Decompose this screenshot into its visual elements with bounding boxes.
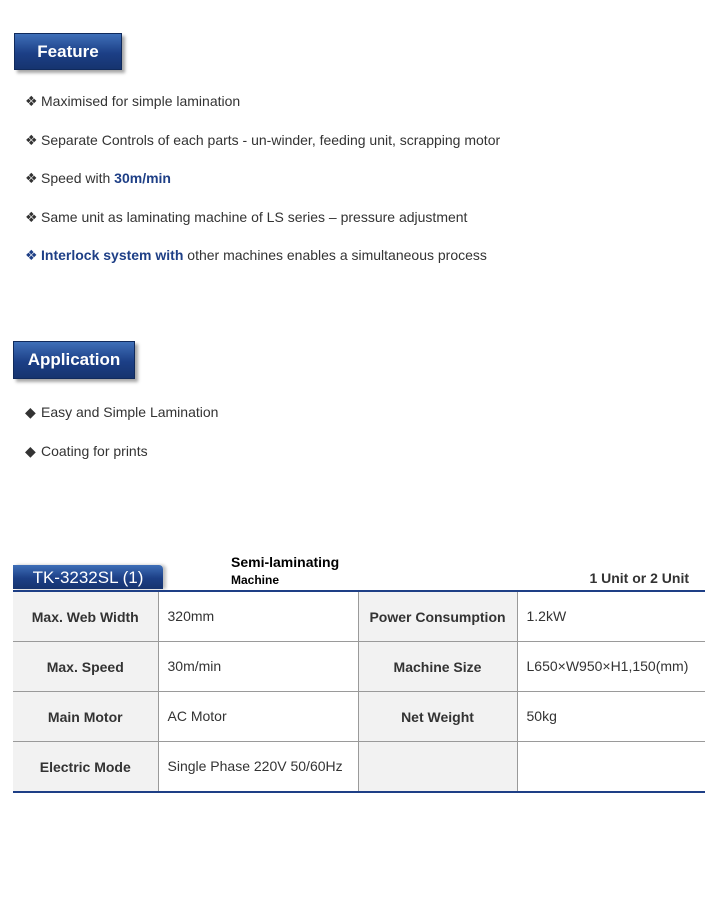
table-row (13, 591, 705, 642)
spec-value: 30m/min (158, 642, 358, 692)
list-item (25, 92, 500, 131)
spec-value: L650×W950×H1,150(mm) (517, 642, 705, 692)
model-units: 1 Unit or 2 Unit (589, 570, 689, 586)
model-description-line2: Machine (231, 573, 280, 587)
spec-label: Max. Web Width (13, 591, 158, 642)
list-item (25, 403, 218, 442)
diamond-bullet-icon: ❖ (25, 247, 38, 263)
application-text: Coating for prints (41, 442, 148, 459)
spec-table (13, 590, 705, 793)
list-item (25, 442, 218, 481)
feature-text: Separate Controls of each parts - un-winder, feeding unit, scrapping motor (41, 131, 501, 148)
spec-value: 1.2kW (517, 591, 705, 642)
spec-value: AC Motor (158, 692, 358, 742)
feature-text: Same unit as laminating machine of LS series – pressure adjustment (41, 208, 468, 225)
diamond-bullet-icon: ❖ (25, 170, 38, 186)
list-item (25, 208, 500, 247)
spec-label: Max. Speed (13, 642, 158, 692)
feature-text: Maximised for simple lamination (41, 93, 241, 109)
diamond-bullet-icon: ◆ (25, 404, 36, 420)
spec-label: Power Consumption (358, 591, 517, 642)
model-name-tab: TK-3232SL (1) (13, 565, 163, 589)
table-row (13, 742, 705, 793)
feature-highlight: Interlock system with (41, 247, 184, 263)
application-text: Easy and Simple Lamination (41, 404, 219, 420)
feature-highlight: 30m/min (114, 170, 171, 186)
list-item (25, 169, 500, 208)
spec-value: Single Phase 220V 50/60Hz (158, 742, 358, 793)
spec-label (358, 742, 517, 793)
list-item (25, 246, 500, 285)
spec-label: Net Weight (358, 692, 517, 742)
feature-heading: Feature (14, 33, 122, 70)
table-row (13, 642, 705, 692)
feature-text-prefix: Speed with (41, 170, 115, 186)
spec-value (517, 742, 705, 793)
diamond-bullet-icon: ◆ (25, 442, 36, 459)
spec-value: 50kg (517, 692, 705, 742)
feature-list (25, 92, 500, 285)
list-item (25, 131, 500, 170)
spec-label: Main Motor (13, 692, 158, 742)
feature-text-suffix: other machines enables a simultaneous process (183, 247, 487, 263)
spec-label: Electric Mode (13, 742, 158, 793)
spec-label: Machine Size (358, 642, 517, 692)
diamond-bullet-icon: ❖ (25, 93, 38, 109)
table-row (13, 692, 705, 742)
spec-value: 320mm (158, 591, 358, 642)
application-list (25, 403, 218, 480)
application-heading: Application (13, 341, 135, 379)
diamond-bullet-icon: ❖ (25, 208, 38, 225)
model-description-line1: Semi-laminating (231, 554, 340, 570)
diamond-bullet-icon: ❖ (25, 131, 38, 148)
